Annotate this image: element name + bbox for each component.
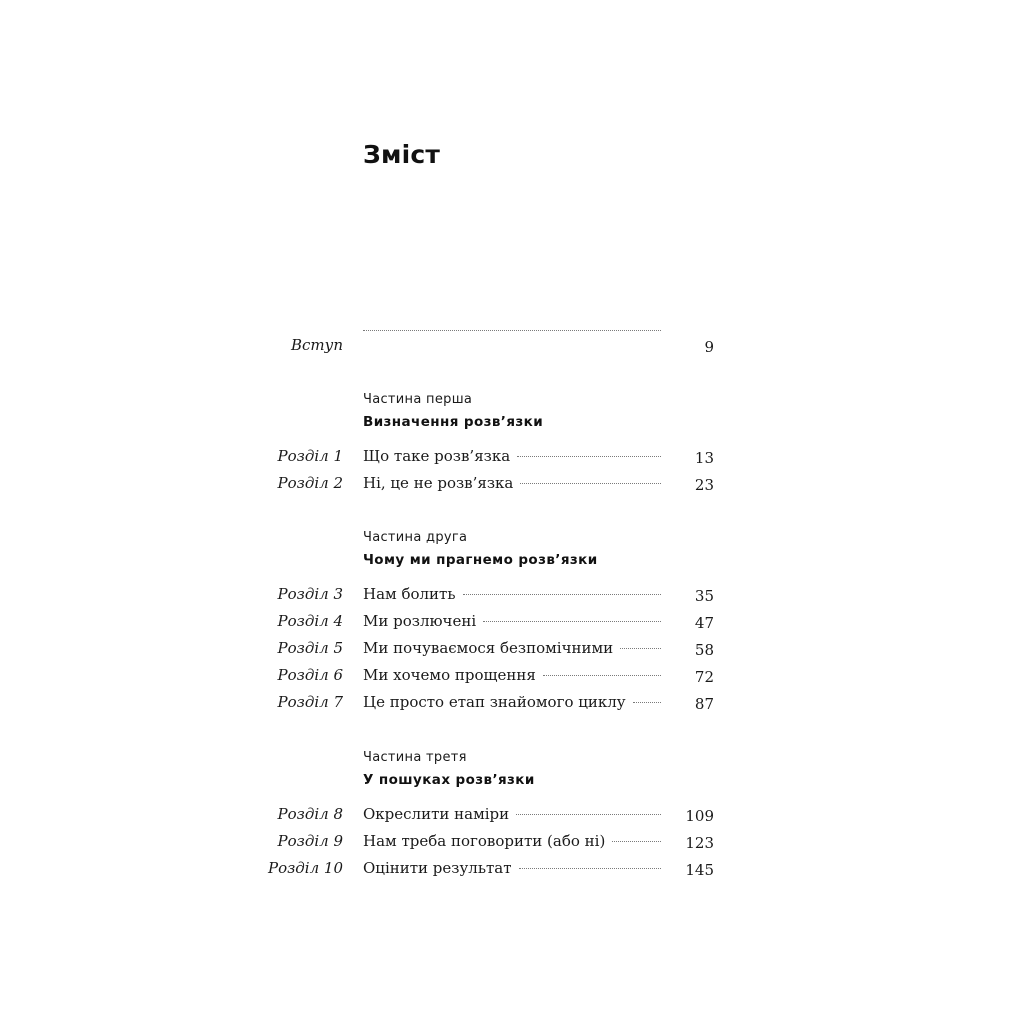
toc-chapter-row bbox=[0, 472, 1024, 496]
chapter-title: Нам болить bbox=[363, 585, 456, 603]
chapter-title: Окреслити наміри bbox=[363, 805, 510, 823]
toc-chapter-row bbox=[0, 583, 1024, 607]
toc-intro-page: 9 bbox=[704, 338, 714, 356]
toc-intro-label: Вступ bbox=[290, 336, 343, 354]
dot-leader bbox=[483, 621, 661, 622]
chapter-page: 87 bbox=[694, 695, 714, 713]
dot-leader bbox=[516, 814, 661, 815]
chapter-entry bbox=[363, 664, 661, 686]
part-title: Чому ми прагнемо розв’язки bbox=[363, 552, 598, 568]
chapter-entry bbox=[363, 830, 661, 852]
chapter-entry bbox=[363, 610, 661, 632]
dot-leader bbox=[463, 594, 661, 595]
chapter-page: 145 bbox=[685, 861, 714, 879]
part-kicker: Частина третя bbox=[363, 750, 467, 765]
part-kicker: Частина друга bbox=[363, 530, 468, 545]
chapter-label: Розділ 8 bbox=[277, 805, 343, 823]
toc-chapter-row bbox=[0, 637, 1024, 661]
dot-leader bbox=[517, 456, 661, 457]
chapter-page: 47 bbox=[694, 614, 714, 632]
chapter-title: Ми хочемо прощення bbox=[363, 666, 536, 684]
chapter-title: Оцінити результат bbox=[363, 859, 512, 877]
chapter-title: Ми розлючені bbox=[363, 612, 477, 630]
chapter-entry bbox=[363, 803, 661, 825]
dot-leader bbox=[363, 330, 661, 331]
chapter-entry bbox=[363, 583, 661, 605]
chapter-entry bbox=[363, 857, 661, 879]
chapter-title: Нам треба поговорити (або ні) bbox=[363, 832, 606, 850]
page-title: Зміст bbox=[363, 140, 441, 169]
chapter-entry bbox=[363, 445, 661, 467]
part-title: Визначення розв’язки bbox=[363, 414, 544, 430]
chapter-label: Розділ 5 bbox=[277, 639, 343, 657]
chapter-label: Розділ 3 bbox=[277, 585, 343, 603]
chapter-label: Розділ 2 bbox=[277, 474, 343, 492]
chapter-label: Розділ 10 bbox=[267, 859, 343, 877]
chapter-label: Розділ 1 bbox=[277, 447, 343, 465]
chapter-entry bbox=[363, 637, 661, 659]
dot-leader bbox=[633, 702, 661, 703]
toc-intro-entry bbox=[363, 334, 661, 335]
dot-leader bbox=[519, 868, 661, 869]
chapter-page: 13 bbox=[694, 449, 714, 467]
toc-chapter-row bbox=[0, 691, 1024, 715]
dot-leader bbox=[620, 648, 661, 649]
toc-chapter-row bbox=[0, 610, 1024, 634]
chapter-page: 23 bbox=[694, 476, 714, 494]
dot-leader bbox=[612, 841, 661, 842]
chapter-page: 72 bbox=[694, 668, 714, 686]
chapter-title: Це просто етап знайомого циклу bbox=[363, 693, 626, 711]
toc-chapter-row bbox=[0, 445, 1024, 469]
toc-chapter-row bbox=[0, 857, 1024, 881]
chapter-page: 109 bbox=[685, 807, 714, 825]
dot-leader bbox=[543, 675, 661, 676]
chapter-entry bbox=[363, 472, 661, 494]
chapter-label: Розділ 6 bbox=[277, 666, 343, 684]
dot-leader bbox=[520, 483, 661, 484]
chapter-label: Розділ 7 bbox=[277, 693, 343, 711]
chapter-page: 123 bbox=[685, 834, 714, 852]
toc-chapter-row bbox=[0, 664, 1024, 688]
chapter-label: Розділ 4 bbox=[277, 612, 343, 630]
chapter-entry bbox=[363, 691, 661, 713]
part-title: У пошуках розв’язки bbox=[363, 772, 535, 788]
chapter-label: Розділ 9 bbox=[277, 832, 343, 850]
toc-chapter-row bbox=[0, 803, 1024, 827]
chapter-title: Ні, це не розв’язка bbox=[363, 474, 514, 492]
toc-intro-row bbox=[0, 334, 1024, 358]
chapter-title: Ми почуваємося безпомічними bbox=[363, 639, 614, 657]
chapter-page: 35 bbox=[694, 587, 714, 605]
toc-chapter-row bbox=[0, 830, 1024, 854]
part-kicker: Частина перша bbox=[363, 392, 473, 407]
chapter-title: Що таке розв’язка bbox=[363, 447, 511, 465]
chapter-page: 58 bbox=[694, 641, 714, 659]
